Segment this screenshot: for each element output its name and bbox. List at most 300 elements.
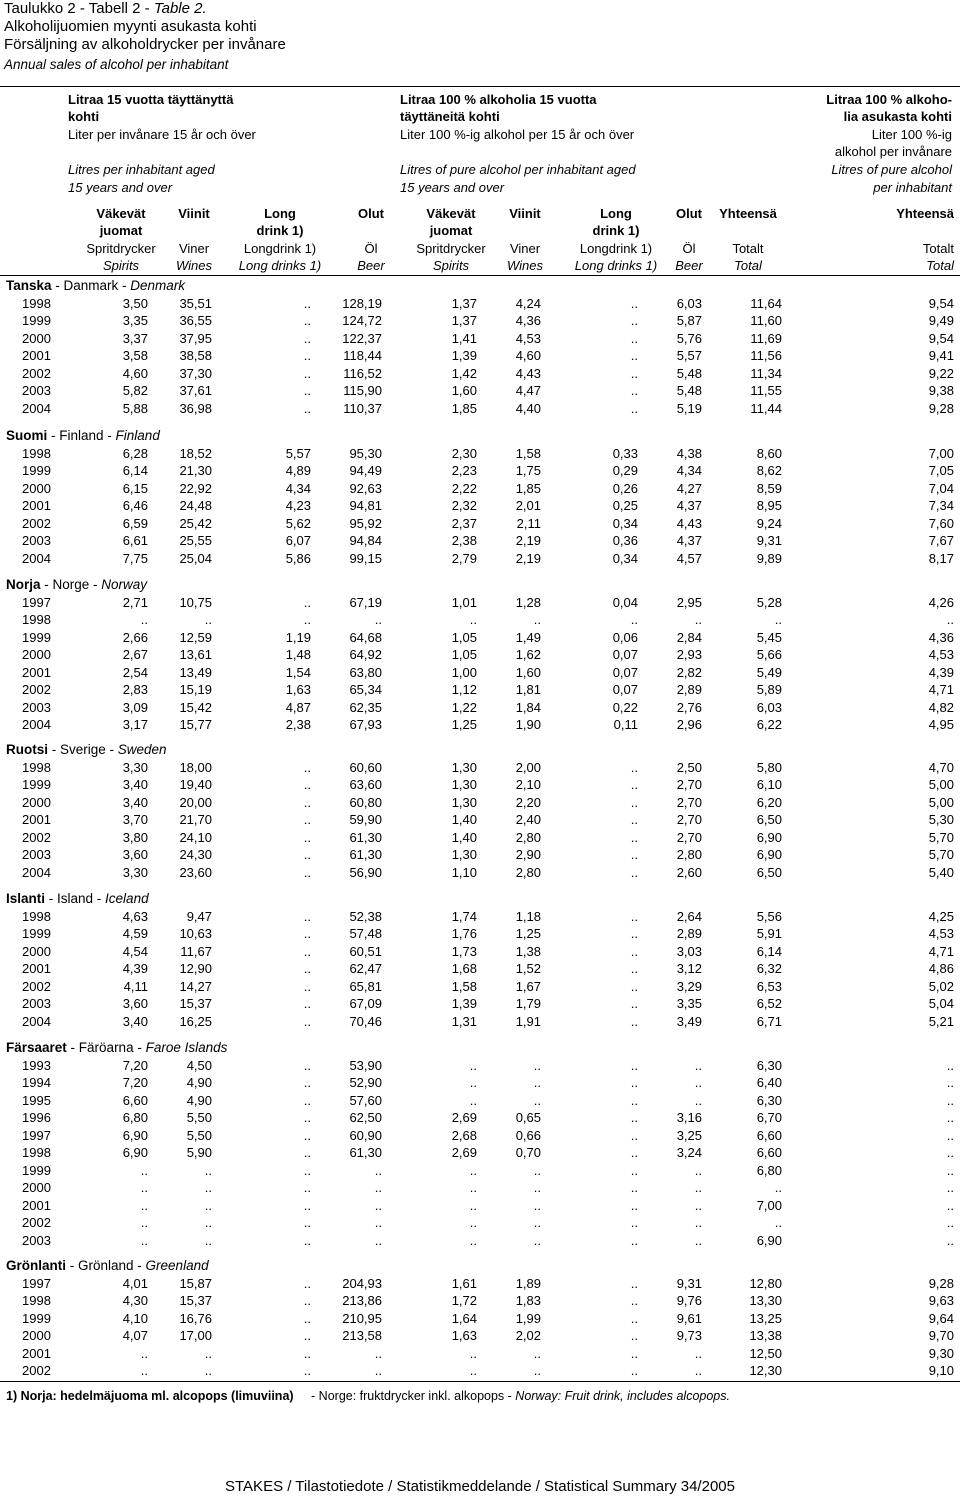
value-cell: .. — [374, 1162, 382, 1178]
year-cell: 2002 — [22, 682, 51, 698]
value-cell: 70,46 — [349, 1013, 382, 1029]
table-row — [0, 1362, 960, 1380]
value-cell: 4,24 — [515, 296, 541, 311]
value-cell: 12,90 — [179, 961, 212, 977]
table-row — [0, 611, 960, 629]
value-cell: 9,89 — [756, 550, 782, 566]
year-cell: 2003 — [22, 533, 51, 549]
value-cell: 1,89 — [515, 1276, 541, 1291]
value-cell: .. — [946, 1058, 954, 1073]
year-cell: 2004 — [22, 550, 51, 566]
value-cell: 6,22 — [756, 717, 782, 733]
value-cell: 1,40 — [451, 812, 477, 828]
title-line-1: Taulukko 2 - Tabell 2 - Table 2. — [4, 0, 207, 17]
group3-header-fi-2: lia asukasta kohti — [843, 109, 952, 124]
value-cell: 16,25 — [179, 1013, 212, 1029]
value-cell: 10,75 — [179, 595, 212, 610]
value-cell: 6,15 — [122, 480, 148, 496]
value-cell: .. — [374, 1345, 382, 1361]
value-cell: 2,96 — [676, 717, 702, 733]
value-cell: .. — [303, 400, 311, 416]
value-cell: 1,30 — [451, 847, 477, 863]
value-cell: 4,60 — [122, 365, 148, 381]
value-cell: .. — [140, 612, 148, 628]
value-cell: 1,58 — [451, 978, 477, 994]
table-row — [0, 365, 960, 383]
value-cell: .. — [630, 794, 638, 810]
value-cell: .. — [303, 1145, 311, 1161]
value-cell: 6,60 — [756, 1145, 782, 1161]
group-heading: Islanti - Island - Iceland — [6, 891, 149, 906]
value-cell: 3,35 — [676, 996, 702, 1012]
value-cell: .. — [630, 961, 638, 977]
value-cell: 3,70 — [122, 812, 148, 828]
value-cell: .. — [303, 1180, 311, 1196]
value-cell: .. — [694, 1058, 702, 1073]
value-cell: .. — [303, 1162, 311, 1178]
value-cell: 24,30 — [179, 847, 212, 863]
value-cell: 2,67 — [122, 647, 148, 663]
value-cell: 1,19 — [285, 629, 311, 645]
group3-header-fi-1: Litraa 100 % alkoho- — [826, 92, 952, 107]
value-cell: .. — [374, 612, 382, 628]
value-cell: 4,23 — [285, 498, 311, 514]
table-row — [0, 925, 960, 943]
value-cell: 3,30 — [122, 760, 148, 775]
value-cell: 38,58 — [179, 348, 212, 364]
value-cell: 116,52 — [343, 365, 382, 381]
value-cell: 0,29 — [612, 463, 638, 479]
value-cell: 110,37 — [343, 400, 382, 416]
group-name-en: Norway — [101, 577, 148, 592]
value-cell: .. — [630, 1363, 638, 1379]
value-cell: .. — [533, 1180, 541, 1196]
value-cell: 6,32 — [756, 961, 782, 977]
value-cell: 7,60 — [928, 515, 954, 531]
value-cell: 4,37 — [676, 533, 702, 549]
value-cell: .. — [946, 1110, 954, 1126]
column-header-8-sv: Öl — [682, 241, 696, 256]
value-cell: 4,39 — [122, 961, 148, 977]
group3-header-en-2: per inhabitant — [873, 180, 952, 195]
value-cell: 5,00 — [928, 794, 954, 810]
value-cell: 12,80 — [749, 1276, 782, 1291]
table-row — [0, 550, 960, 568]
value-cell: 13,61 — [179, 647, 212, 663]
value-cell: 213,86 — [342, 1293, 382, 1309]
value-cell: 1,38 — [515, 943, 541, 959]
value-cell: 9,30 — [928, 1345, 954, 1361]
value-cell: 5,90 — [186, 1145, 212, 1161]
value-cell: 67,93 — [349, 717, 382, 733]
value-cell: 5,70 — [928, 847, 954, 863]
group2-header-en-1: Litres of pure alcohol per inhabitant aged — [400, 162, 636, 177]
value-cell: 53,90 — [349, 1058, 382, 1073]
value-cell: .. — [946, 1197, 954, 1213]
value-cell: 7,75 — [122, 550, 148, 566]
value-cell: .. — [469, 612, 477, 628]
value-cell: 2,89 — [676, 926, 702, 942]
table-row — [0, 382, 960, 400]
value-cell: 1,81 — [515, 682, 541, 698]
value-cell: 6,60 — [756, 1127, 782, 1143]
group-name-en: Greenland — [145, 1258, 209, 1273]
year-cell: 2002 — [22, 365, 51, 381]
year-cell: 1999 — [22, 629, 51, 645]
value-cell: .. — [630, 1293, 638, 1309]
value-cell: 4,63 — [122, 909, 148, 924]
value-cell: 60,80 — [349, 794, 382, 810]
value-cell: 1,83 — [515, 1293, 541, 1309]
value-cell: 2,38 — [451, 533, 477, 549]
value-cell: 1,85 — [515, 480, 541, 496]
year-cell: 1996 — [22, 1110, 51, 1126]
value-cell: 37,61 — [179, 383, 212, 399]
value-cell: .. — [303, 612, 311, 628]
value-cell: 6,90 — [756, 1232, 782, 1248]
value-cell: 3,40 — [122, 1013, 148, 1029]
value-cell: 6,60 — [122, 1092, 148, 1108]
value-cell: .. — [303, 1215, 311, 1231]
year-cell: 2000 — [22, 1180, 51, 1196]
value-cell: 2,68 — [451, 1127, 477, 1143]
value-cell: 3,60 — [122, 996, 148, 1012]
year-cell: 1995 — [22, 1092, 51, 1108]
value-cell: 4,01 — [122, 1276, 148, 1291]
year-cell: 1999 — [22, 313, 51, 329]
value-cell: 5,49 — [756, 664, 782, 680]
value-cell: 12,59 — [179, 629, 212, 645]
value-cell: .. — [469, 1345, 477, 1361]
value-cell: .. — [630, 1310, 638, 1326]
value-cell: .. — [946, 1180, 954, 1196]
value-cell: 6,90 — [122, 1127, 148, 1143]
value-cell: 6,07 — [285, 533, 311, 549]
year-cell: 2001 — [22, 664, 51, 680]
value-cell: .. — [469, 1075, 477, 1091]
value-cell: .. — [694, 1345, 702, 1361]
year-cell: 1997 — [22, 1276, 51, 1291]
value-cell: .. — [774, 1215, 782, 1231]
value-cell: 52,90 — [349, 1075, 382, 1091]
year-cell: 1998 — [22, 446, 51, 461]
header-bottom-rule — [0, 275, 960, 276]
value-cell: 1,63 — [285, 682, 311, 698]
value-cell: .. — [630, 1162, 638, 1178]
value-cell: 6,80 — [756, 1162, 782, 1178]
value-cell: 4,53 — [928, 926, 954, 942]
value-cell: 60,51 — [349, 943, 382, 959]
year-cell: 2003 — [22, 847, 51, 863]
value-cell: 8,59 — [756, 480, 782, 496]
value-cell: .. — [630, 812, 638, 828]
table-row — [0, 1310, 960, 1328]
value-cell: .. — [630, 1215, 638, 1231]
value-cell: 1,58 — [515, 446, 541, 461]
year-cell: 1993 — [22, 1058, 51, 1073]
group-name-fi: Tanska — [6, 278, 52, 293]
value-cell: 6,30 — [756, 1058, 782, 1073]
value-cell: 5,50 — [186, 1110, 212, 1126]
value-cell: 2,70 — [676, 777, 702, 793]
value-cell: 6,14 — [756, 943, 782, 959]
table-row — [0, 699, 960, 717]
title-line-4: Annual sales of alcohol per inhabitant — [4, 57, 229, 72]
year-cell: 1999 — [22, 1162, 51, 1178]
value-cell: 1,12 — [451, 682, 477, 698]
value-cell: .. — [204, 1232, 212, 1248]
value-cell: .. — [630, 313, 638, 329]
value-cell: 19,40 — [179, 777, 212, 793]
value-cell: 94,81 — [349, 498, 382, 514]
year-cell: 2003 — [22, 1232, 51, 1248]
column-header-2-fi1: Viinit — [178, 206, 210, 221]
value-cell: 0,66 — [515, 1127, 541, 1143]
column-header-3-en: Long drinks 1) — [238, 258, 322, 273]
value-cell: 7,00 — [928, 446, 954, 461]
table-row — [0, 515, 960, 533]
value-cell: 9,47 — [186, 909, 212, 924]
value-cell: 14,27 — [179, 978, 212, 994]
value-cell: 99,15 — [349, 550, 382, 566]
group3-header-sv-2: alkohol per invånare — [834, 144, 952, 159]
value-cell: 5,48 — [676, 365, 702, 381]
year-cell: 1999 — [22, 463, 51, 479]
value-cell: 1,52 — [515, 961, 541, 977]
table-row — [0, 462, 960, 480]
column-header-6-sv: Viner — [509, 241, 541, 256]
column-header-4-sv: Öl — [364, 241, 378, 256]
value-cell: 3,25 — [676, 1127, 702, 1143]
table-row — [0, 811, 960, 829]
value-cell: .. — [694, 1092, 702, 1108]
value-cell: .. — [946, 1092, 954, 1108]
table-row — [0, 1109, 960, 1127]
year-cell: 2002 — [22, 829, 51, 845]
value-cell: 18,00 — [179, 760, 212, 775]
value-cell: 8,62 — [756, 463, 782, 479]
value-cell: 5,02 — [928, 978, 954, 994]
value-cell: .. — [303, 978, 311, 994]
value-cell: .. — [630, 1232, 638, 1248]
value-cell: 3,50 — [122, 296, 148, 311]
value-cell: 63,60 — [349, 777, 382, 793]
year-cell: 2000 — [22, 794, 51, 810]
value-cell: 2,76 — [676, 699, 702, 715]
value-cell: 3,24 — [676, 1145, 702, 1161]
value-cell: 5,28 — [756, 595, 782, 610]
year-cell: 2000 — [22, 943, 51, 959]
value-cell: .. — [630, 1110, 638, 1126]
table-row — [0, 908, 960, 926]
year-cell: 1997 — [22, 1127, 51, 1143]
year-cell: 2001 — [22, 498, 51, 514]
value-cell: 1,85 — [451, 400, 477, 416]
value-cell: .. — [303, 961, 311, 977]
value-cell: 9,28 — [928, 1276, 954, 1291]
value-cell: 62,50 — [349, 1110, 382, 1126]
value-cell: 5,87 — [676, 313, 702, 329]
table-row — [0, 1232, 960, 1250]
column-header-10-en: Total — [926, 258, 954, 273]
value-cell: 1,72 — [451, 1293, 477, 1309]
year-cell: 1998 — [22, 1145, 51, 1161]
value-cell: 2,89 — [676, 682, 702, 698]
value-cell: 3,03 — [676, 943, 702, 959]
value-cell: .. — [630, 829, 638, 845]
value-cell: .. — [533, 1162, 541, 1178]
value-cell: 0,22 — [612, 699, 638, 715]
value-cell: 2,19 — [515, 533, 541, 549]
value-cell: 4,34 — [285, 480, 311, 496]
value-cell: 5,57 — [676, 348, 702, 364]
value-cell: .. — [533, 612, 541, 628]
table-row — [0, 400, 960, 418]
value-cell: 3,30 — [122, 864, 148, 880]
value-cell: 0,11 — [613, 717, 638, 733]
value-cell: 118,44 — [343, 348, 382, 364]
column-header-5-sv: Spritdrycker — [416, 241, 486, 256]
value-cell: .. — [303, 926, 311, 942]
value-cell: 5,04 — [928, 996, 954, 1012]
value-cell: .. — [303, 1345, 311, 1361]
value-cell: 15,37 — [179, 1293, 212, 1309]
value-cell: 6,52 — [756, 996, 782, 1012]
value-cell: 1,49 — [515, 629, 541, 645]
value-cell: 4,50 — [186, 1058, 212, 1073]
value-cell: 2,80 — [676, 847, 702, 863]
value-cell: .. — [303, 348, 311, 364]
value-cell: 9,31 — [756, 533, 782, 549]
value-cell: .. — [630, 330, 638, 346]
group-name-fi: Islanti — [6, 891, 46, 906]
value-cell: 15,42 — [179, 699, 212, 715]
value-cell: .. — [630, 348, 638, 364]
value-cell: 1,01 — [451, 595, 477, 610]
value-cell: 4,71 — [928, 943, 954, 959]
value-cell: 0,07 — [612, 682, 638, 698]
value-cell: 2,69 — [451, 1110, 477, 1126]
value-cell: .. — [630, 383, 638, 399]
group-name-fi: Grönlanti — [6, 1258, 66, 1273]
group-name-sv: Island — [57, 891, 94, 906]
value-cell: 7,05 — [928, 463, 954, 479]
group1-header-sv: Liter per invånare 15 år och över — [68, 127, 256, 142]
value-cell: 5,56 — [756, 909, 782, 924]
value-cell: 213,58 — [342, 1328, 382, 1344]
group-name-fi: Färsaaret — [6, 1040, 67, 1055]
value-cell: 2,19 — [515, 550, 541, 566]
value-cell: 2,64 — [676, 909, 702, 924]
value-cell: .. — [469, 1058, 477, 1073]
value-cell: .. — [630, 365, 638, 381]
column-header-2-en: Wines — [175, 258, 212, 273]
value-cell: .. — [303, 1310, 311, 1326]
table-row — [0, 759, 960, 777]
value-cell: 9,61 — [676, 1310, 702, 1326]
value-cell: 13,49 — [179, 664, 212, 680]
value-cell: 1,67 — [515, 978, 541, 994]
value-cell: 4,89 — [285, 463, 311, 479]
value-cell: 4,36 — [928, 629, 954, 645]
table-row — [0, 1345, 960, 1363]
value-cell: 3,16 — [676, 1110, 702, 1126]
table-row — [0, 629, 960, 647]
value-cell: 1,73 — [451, 943, 477, 959]
value-cell: 67,19 — [349, 595, 382, 610]
value-cell: 2,38 — [285, 717, 311, 733]
value-cell: 9,24 — [756, 515, 782, 531]
value-cell: 94,49 — [349, 463, 382, 479]
value-cell: 1,60 — [451, 383, 477, 399]
value-cell: 3,37 — [122, 330, 148, 346]
value-cell: 5,45 — [756, 629, 782, 645]
value-cell: 1,37 — [451, 313, 477, 329]
value-cell: 2,69 — [451, 1145, 477, 1161]
table-row — [0, 1162, 960, 1180]
value-cell: 13,25 — [749, 1310, 782, 1326]
value-cell: .. — [204, 1162, 212, 1178]
group3-header-en-1: Litres of pure alcohol — [831, 162, 952, 177]
value-cell: 4,90 — [186, 1092, 212, 1108]
group-heading: Suomi - Finland - Finland — [6, 428, 160, 443]
value-cell: .. — [469, 1232, 477, 1248]
value-cell: .. — [694, 1180, 702, 1196]
table-row — [0, 295, 960, 313]
value-cell: 5,21 — [928, 1013, 954, 1029]
value-cell: 24,10 — [179, 829, 212, 845]
value-cell: .. — [946, 1215, 954, 1231]
group-name-en: Sweden — [117, 742, 167, 757]
value-cell: .. — [630, 978, 638, 994]
value-cell: .. — [303, 829, 311, 845]
footnote-en: Norway: Fruit drink, includes alcopops. — [515, 1389, 730, 1403]
group2-header-fi-1: Litraa 100 % alkoholia 15 vuotta — [400, 92, 597, 107]
year-cell: 1998 — [22, 296, 51, 311]
value-cell: 3,40 — [122, 794, 148, 810]
value-cell: 6,50 — [756, 812, 782, 828]
value-cell: 7,20 — [122, 1058, 148, 1073]
column-header-9-en: Total — [734, 258, 762, 273]
value-cell: 4,70 — [928, 760, 954, 775]
value-cell: .. — [694, 1363, 702, 1379]
value-cell: .. — [630, 1127, 638, 1143]
value-cell: 2,30 — [451, 446, 477, 461]
value-cell: 2,40 — [515, 812, 541, 828]
value-cell: 2,95 — [676, 595, 702, 610]
column-header-1-en: Spirits — [102, 258, 140, 273]
value-cell: .. — [374, 1180, 382, 1196]
value-cell: 1,42 — [451, 365, 477, 381]
value-cell: 8,95 — [756, 498, 782, 514]
value-cell: 23,60 — [179, 864, 212, 880]
value-cell: 65,34 — [349, 682, 382, 698]
value-cell: 4,54 — [122, 943, 148, 959]
value-cell: 11,60 — [750, 313, 782, 329]
value-cell: 25,55 — [179, 533, 212, 549]
year-cell: 2001 — [22, 1197, 51, 1213]
value-cell: 95,30 — [349, 446, 382, 461]
value-cell: 6,50 — [756, 864, 782, 880]
value-cell: .. — [303, 847, 311, 863]
value-cell: 5,40 — [928, 864, 954, 880]
value-cell: 4,86 — [928, 961, 954, 977]
table-row — [0, 864, 960, 882]
value-cell: 2,11 — [516, 515, 541, 531]
value-cell: 20,00 — [179, 794, 212, 810]
value-cell: 4,90 — [186, 1075, 212, 1091]
value-cell: 9,49 — [928, 313, 954, 329]
